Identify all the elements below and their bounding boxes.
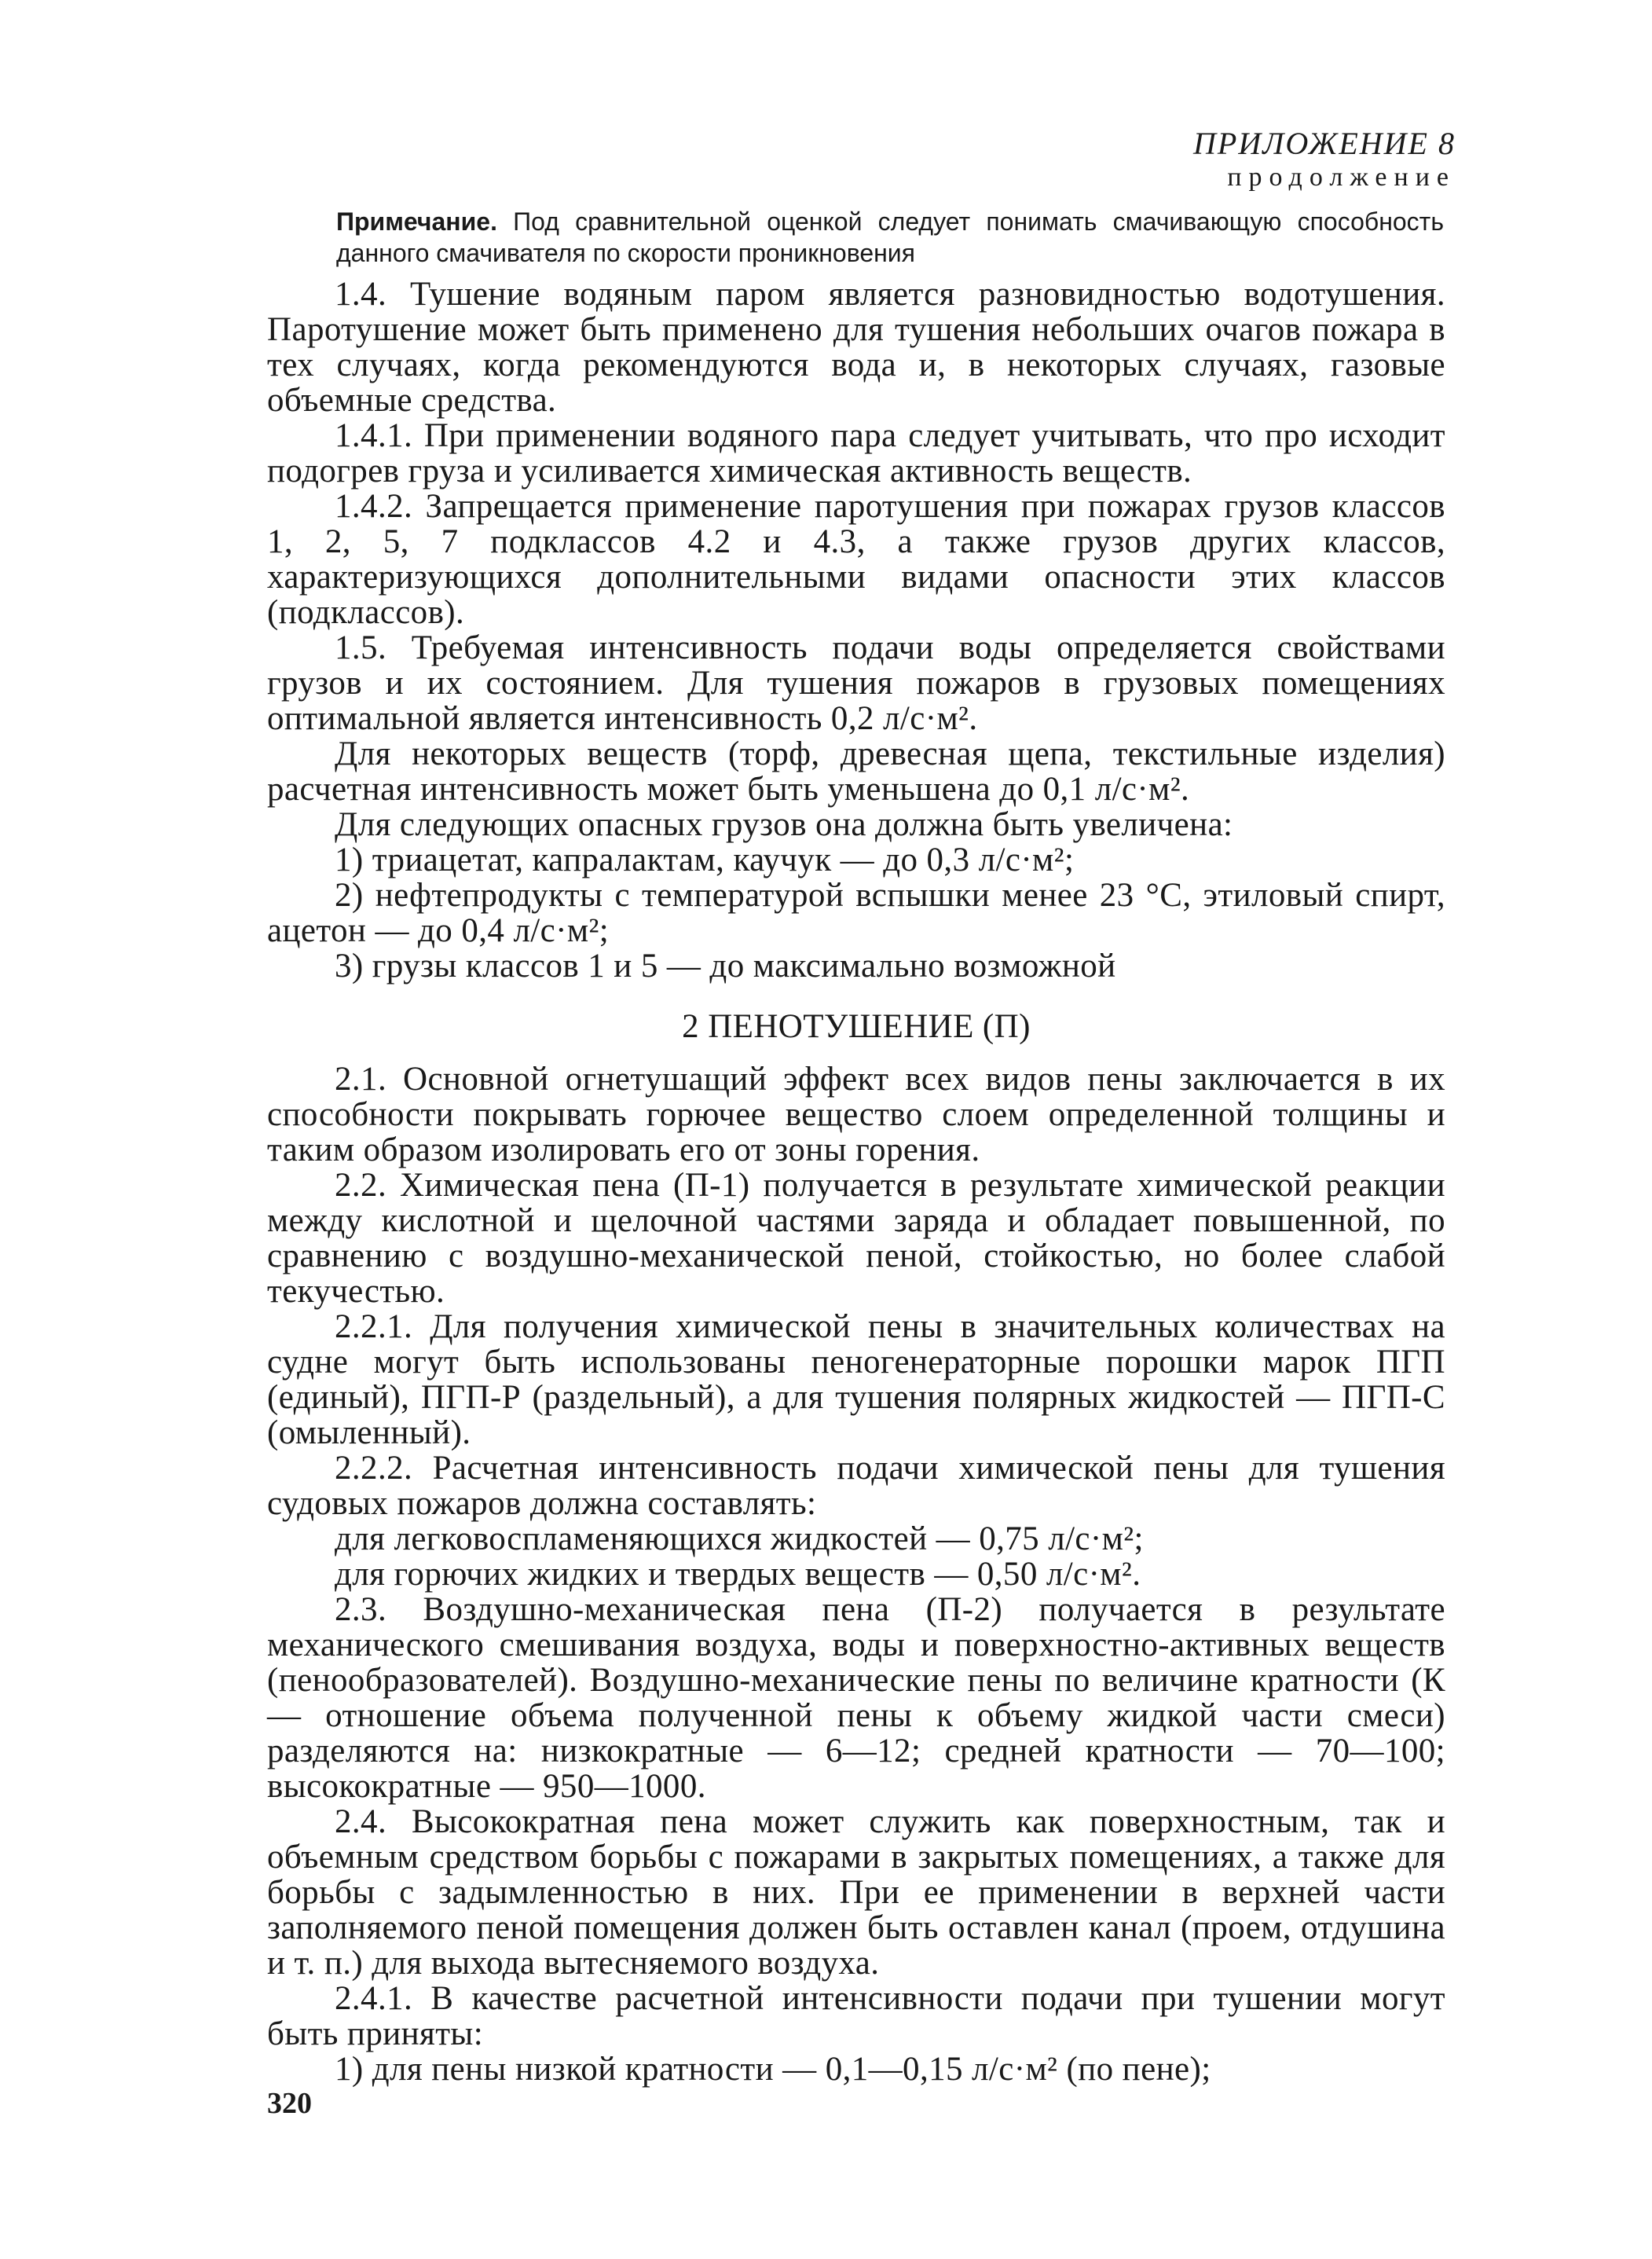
- list-item: 3) грузы классов 1 и 5 — до максимально возможной: [335, 948, 1116, 985]
- list-item: 1) триацетат, капралактам, каучук — до 0,3 л/с·м²;: [335, 842, 1075, 878]
- note-label: Примечание.: [336, 207, 497, 236]
- paragraph: 1.5. Требуемая интенсивность подачи воды определяется свойствами грузов и их состоянием. Для тушения пожаров в грузовых помещениях оптимальной является интенсивность 0,2 л/с·м².: [267, 629, 1445, 737]
- appendix-title: ПРИЛОЖЕНИЕ 8: [1193, 126, 1456, 161]
- list-item: для горючих жидких и твердых веществ — 0,50 л/с·м².: [335, 1556, 1141, 1593]
- paragraph: Для некоторых веществ (торф, древесная щепа, текстильные изделия) расчетная интенсивность может быть уменьшена до 0,1 л/с·м².: [267, 735, 1445, 808]
- paragraph: 1.4. Тушение водяным паром является разновидностью водотушения. Паротушение может быть применено для тушения небольших очагов пожара в тех случаях, когда рекомендуются вода и, в некоторых случаях, газовые объемные средства.: [267, 276, 1445, 419]
- appendix-subtitle: продолжение: [1227, 163, 1456, 192]
- list-item: для легковоспламеняющихся жидкостей — 0,75 л/с·м²;: [335, 1520, 1144, 1557]
- paragraph: 2.1. Основной огнетушащий эффект всех видов пены заключается в их способности покрывать горючее вещество слоем определенной толщины и таким образом изолировать его от зоны горения.: [267, 1061, 1445, 1168]
- paragraph: 2.2.1. Для получения химической пены в значительных количествах на судне могут быть использованы пеногенераторные порошки марок ПГП (единый), ПГП-Р (раздельный), а для тушения полярных жидкостей — ПГП-С (омыленный).: [267, 1308, 1445, 1451]
- list-item: 2) нефтепродукты с температурой вспышки менее 23 °С, этиловый спирт, ацетон — до 0,4 л/с·м²;: [267, 877, 1445, 949]
- section-heading: 2 ПЕНОТУШЕНИЕ (П): [682, 1008, 1031, 1045]
- note-text: Под сравнительной оценкой следует понимать смачивающую способность данного смачивателя по скорости проникновения: [336, 207, 1444, 267]
- paragraph: 1.4.2. Запрещается применение паротушения при пожарах грузов классов 1, 2, 5, 7 подклассов 4.2 и 4.3, а также грузов других классов, характеризующихся дополнительными видами опасности этих классов (подклассов).: [267, 488, 1445, 631]
- body-text: [267, 277, 1445, 2087]
- note-block: [336, 206, 1444, 269]
- paragraph: 1.4.1. При применении водяного пара следует учитывать, что про исходит подогрев груза и усиливается химическая активность веществ.: [267, 417, 1445, 490]
- list-item: 1) для пены низкой кратности — 0,1—0,15 л/с·м² (по пене);: [335, 2051, 1211, 2088]
- paragraph: 2.3. Воздушно-механическая пена (П-2) получается в результате механического смешивания воздуха, воды и поверхностно-активных веществ (пенообразователей). Воздушно-механические пены по величине кратности (К — отношение объема полученной пены к объему жидкой части смеси) разделяются на: низкократные — 6—12; средней кратности — 70—100; высокократные — 950—1000.: [267, 1591, 1445, 1805]
- paragraph: 2.2.2. Расчетная интенсивность подачи химической пены для тушения судовых пожаров должна составлять:: [267, 1450, 1445, 1522]
- paragraph: 2.2. Химическая пена (П-1) получается в результате химической реакции между кислотной и щелочной частями заряда и обладает повышенной, по сравнению с воздушно-механической пеной, стойкостью, но более слабой текучестью.: [267, 1167, 1445, 1310]
- appendix-header: [1193, 126, 1456, 193]
- paragraph: Для следующих опасных грузов она должна быть увеличена:: [335, 806, 1233, 843]
- paragraph: 2.4.1. В качестве расчетной интенсивности подачи при тушении могут быть приняты:: [267, 1980, 1445, 2052]
- paragraph: 2.4. Высокократная пена может служить как поверхностным, так и объемным средством борьбы с пожарами в закрытых помещениях, а также для борьбы с задымленностью в них. При ее применении в верхней части заполняемого пеной помещения должен быть оставлен канал (проем, отдушина и т. п.) для выхода вытесняемого воздуха.: [267, 1803, 1445, 1982]
- page-number: 320: [267, 2087, 312, 2120]
